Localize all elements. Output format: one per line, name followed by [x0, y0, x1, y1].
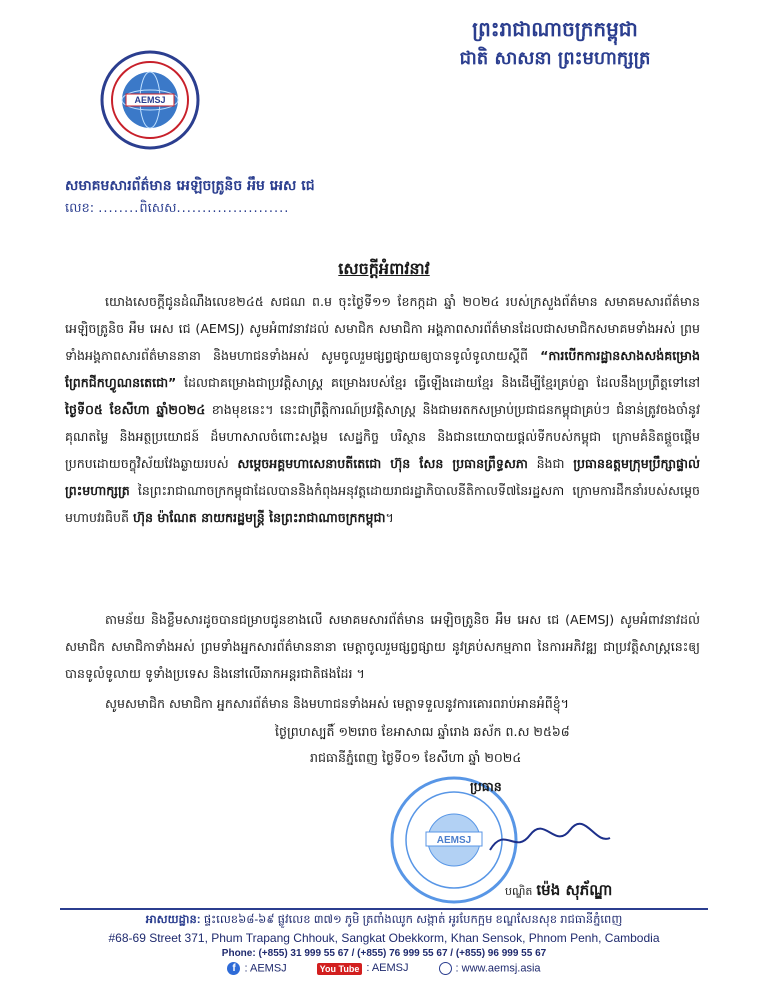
- facebook-link[interactable]: f : AEMSJ: [227, 962, 286, 975]
- footer-social: [60, 962, 708, 975]
- globe-icon: [439, 962, 452, 975]
- leader-title: សម្តេចអគ្គមហាសេនាបតីតេជោ ហ៊ុន សែន ប្រធានព្រឹទ្ធសភា: [237, 456, 528, 471]
- footer-divider: [60, 908, 708, 910]
- facebook-icon: f: [227, 962, 240, 975]
- signer-name-line: [505, 878, 705, 904]
- signer-name: ម៉េង សុភ័ណ្ឌា: [536, 881, 613, 899]
- event-date: ថ្ងៃទី០៥ ខែសីហា ឆ្នាំ២០២៤: [65, 402, 206, 417]
- association-logo: [100, 50, 200, 150]
- footer-address-kh: អាសយដ្ឋាន: ផ្ទះលេខ៦៨-៦៩ ផ្លូវលេខ ៣៧១ ភូមិ ត្រពាំងឈូក សង្កាត់ អូរបែកក្អម ខណ្ឌសែនសុខ រាជធានីភ្នំពេញ: [145, 914, 623, 926]
- youtube-icon: You Tube: [317, 963, 363, 975]
- signature-scribble-icon: [480, 820, 620, 860]
- logo-emblem-icon: [100, 50, 200, 150]
- council-title: ប្រធានឧត្តមក្រុមប្រឹក្សាផ្ទាល់ព្រះមហាក្សត្រ: [65, 456, 700, 498]
- footer-phone: Phone: (+855) 31 999 55 67 / (+855) 76 999 55 67 / (+855) 96 999 55 67: [221, 948, 547, 959]
- reference-label: លេខ:: [65, 201, 95, 216]
- association-name: សមាគមសារព័ត៌មាន អេឡិចត្រូនិច អឹម អេស ជេ: [65, 178, 315, 194]
- svg-text:AEMSJ: AEMSJ: [436, 835, 472, 846]
- signer-role: ប្រធាន: [470, 779, 502, 794]
- document-title: សេចក្តីអំពាវនាវ: [338, 259, 430, 278]
- youtube-link[interactable]: You Tube : AEMSJ: [317, 962, 409, 974]
- project-name: “ការបើកការដ្ឋានសាងសង់គម្រោង ព្រែកជីកហ្វូណនតេជោ”: [65, 348, 700, 390]
- reference-value: ពិសេស: [139, 201, 177, 216]
- kingdom-motto-line1: ព្រះរាជាណាចក្រកម្ពុជា: [472, 17, 638, 41]
- paragraph-appeal: តាមន័យ និងខ្លឹមសារដូចបានជម្រាបជូនខាងលើ សមាគមសារព័ត៌មាន អេឡិចត្រូនិច អឹម អេស ជេ (AEMSJ) សូមអំពាវនាវដល់ សមាជិក សមាជិកាទាំងអស់ ព្រមទាំងអ្នកសារព័ត៌មាននានា មេត្តាចូលរួមផ្សព្វផ្សាយ នូវគ្រប់សកម្មភាព នៃការអភិវឌ្ឍ ជាប្រវត្តិសាស្រ្តនេះឲ្យបានទូលំទូលាយ ទូទាំងប្រទេស និងនៅលើឆាកអន្តរជាតិផងដែរ ។: [65, 612, 700, 681]
- footer: [60, 912, 708, 975]
- website-link[interactable]: : www.aemsj.asia: [439, 962, 541, 975]
- signature: [480, 820, 620, 860]
- paragraph-closing: សូមសមាជិក សមាជិកា អ្នកសារព័ត៌មាន និងមហាជនទាំងអស់ មេត្តាទទួលនូវការគោរពរាប់អានអំពីខ្ញុំ។: [105, 696, 569, 711]
- kingdom-motto-line2: ជាតិ សាសនា ព្រះមហាក្សត្រ: [459, 48, 651, 69]
- lunar-date: ថ្ងៃព្រហស្បតិ៍ ១២រោច ខែអាសាឍ ឆ្នាំរោង ឆស័ក ព.ស ២៥៦៨: [275, 724, 570, 739]
- solar-date: រាជធានីភ្នំពេញ ថ្ងៃទី០១ ខែសីហា ឆ្នាំ ២០២៤: [310, 750, 522, 765]
- footer-address-en: #68-69 Street 371, Phum Trapang Chhouk, Sangkat Obekkorm, Khan Sensok, Phnom Penh, Cambodia: [108, 931, 660, 945]
- svg-text:AEMSJ: AEMSJ: [134, 95, 166, 105]
- reference-number: លេខ: ........ពិសេស......................: [65, 201, 290, 216]
- signer-prefix: បណ្ឌិត: [505, 885, 533, 898]
- paragraph-main: យោងសេចក្តីជូនដំណឹងលេខ២៤៥ សជណ ព.ម ចុះថ្ងៃទី១១ ខែកក្កដា ឆ្នាំ ២០២៤ របស់ក្រសួងព័ត៌មាន សមាគមសារព័ត៌មាន អេឡិចត្រូនិច អឹម អេស ជេ (AEMSJ) សូមអំពាវនាវដល់ សមាជិក សមាជិកា អង្គភាពសារព័ត៌មានដែលជាសមាជិកសមាគមទាំងអស់ ព្រមទាំងអង្គភាពសារព័ត៌មាននានា និងមហាជនទាំងអស់ សូមចូលរួមផ្សព្វផ្សាយឲ្យបានទូលំទូលាយស្តីពី “ការបើកការដ្ឋានសាងសង់គម្រោង ព្រែកជីកហ្វូណនតេជោ” ដែលជាគម្រោងជាប្រវត្តិសាស្រ្ត គម្រោងរបស់ខ្មែរ ធ្វើឡើងដោយខ្មែរ និងដើម្បីខ្មែរគ្រប់គ្នា ដែលនឹងប្រព្រឹត្តទៅនៅ ថ្ងៃទី០៥ ខែសីហា ឆ្នាំ២០២៤ ខាងមុខនេះ។ នេះជាព្រឹត្តិការណ៍ប្រវត្តិសាស្រ្ត និងជាមរតកសម្រាប់ប្រជាជនកម្ពុជាគ្រប់ៗ ជំនាន់ត្រូវចងចាំនូវ គុណតម្លៃ និងអត្ថប្រយោជន៍ ដ៏មហាសាលចំពោះសង្គម សេដ្ឋកិច្ច បរិស្ថាន និងជានយោបាយផ្តល់ទីកបស់កម្ពុជា ក្រោមគំនិតផ្តួចផ្តើមប្រកបដោយចក្ខុវិស័យវែងឆ្ងាយរបស់ សម្តេចអគ្គមហាសេនាបតីតេជោ ហ៊ុន សែន ប្រធានព្រឹទ្ធសភា និងជា ប្រធានឧត្តមក្រុមប្រឹក្សាផ្ទាល់ព្រះមហាក្សត្រ នៃព្រះរាជាណាចក្រកម្ពុជាដែលបាននិងកំពុងអនុវត្តដោយរាជរដ្ឋាភិបាលនីតិកាលទី៧នៃរដ្ឋសភា ក្រោមការដឹកនាំរបស់សម្តេចមហាបវរធិបតី ហ៊ុន ម៉ាណែត នាយករដ្ឋមន្ត្រី នៃព្រះរាជាណាចក្រកម្ពុជា។: [65, 294, 700, 525]
- prime-minister-title: ហ៊ុន ម៉ាណែត នាយករដ្ឋមន្ត្រី នៃព្រះរាជាណាចក្រកម្ពុជា: [132, 510, 386, 525]
